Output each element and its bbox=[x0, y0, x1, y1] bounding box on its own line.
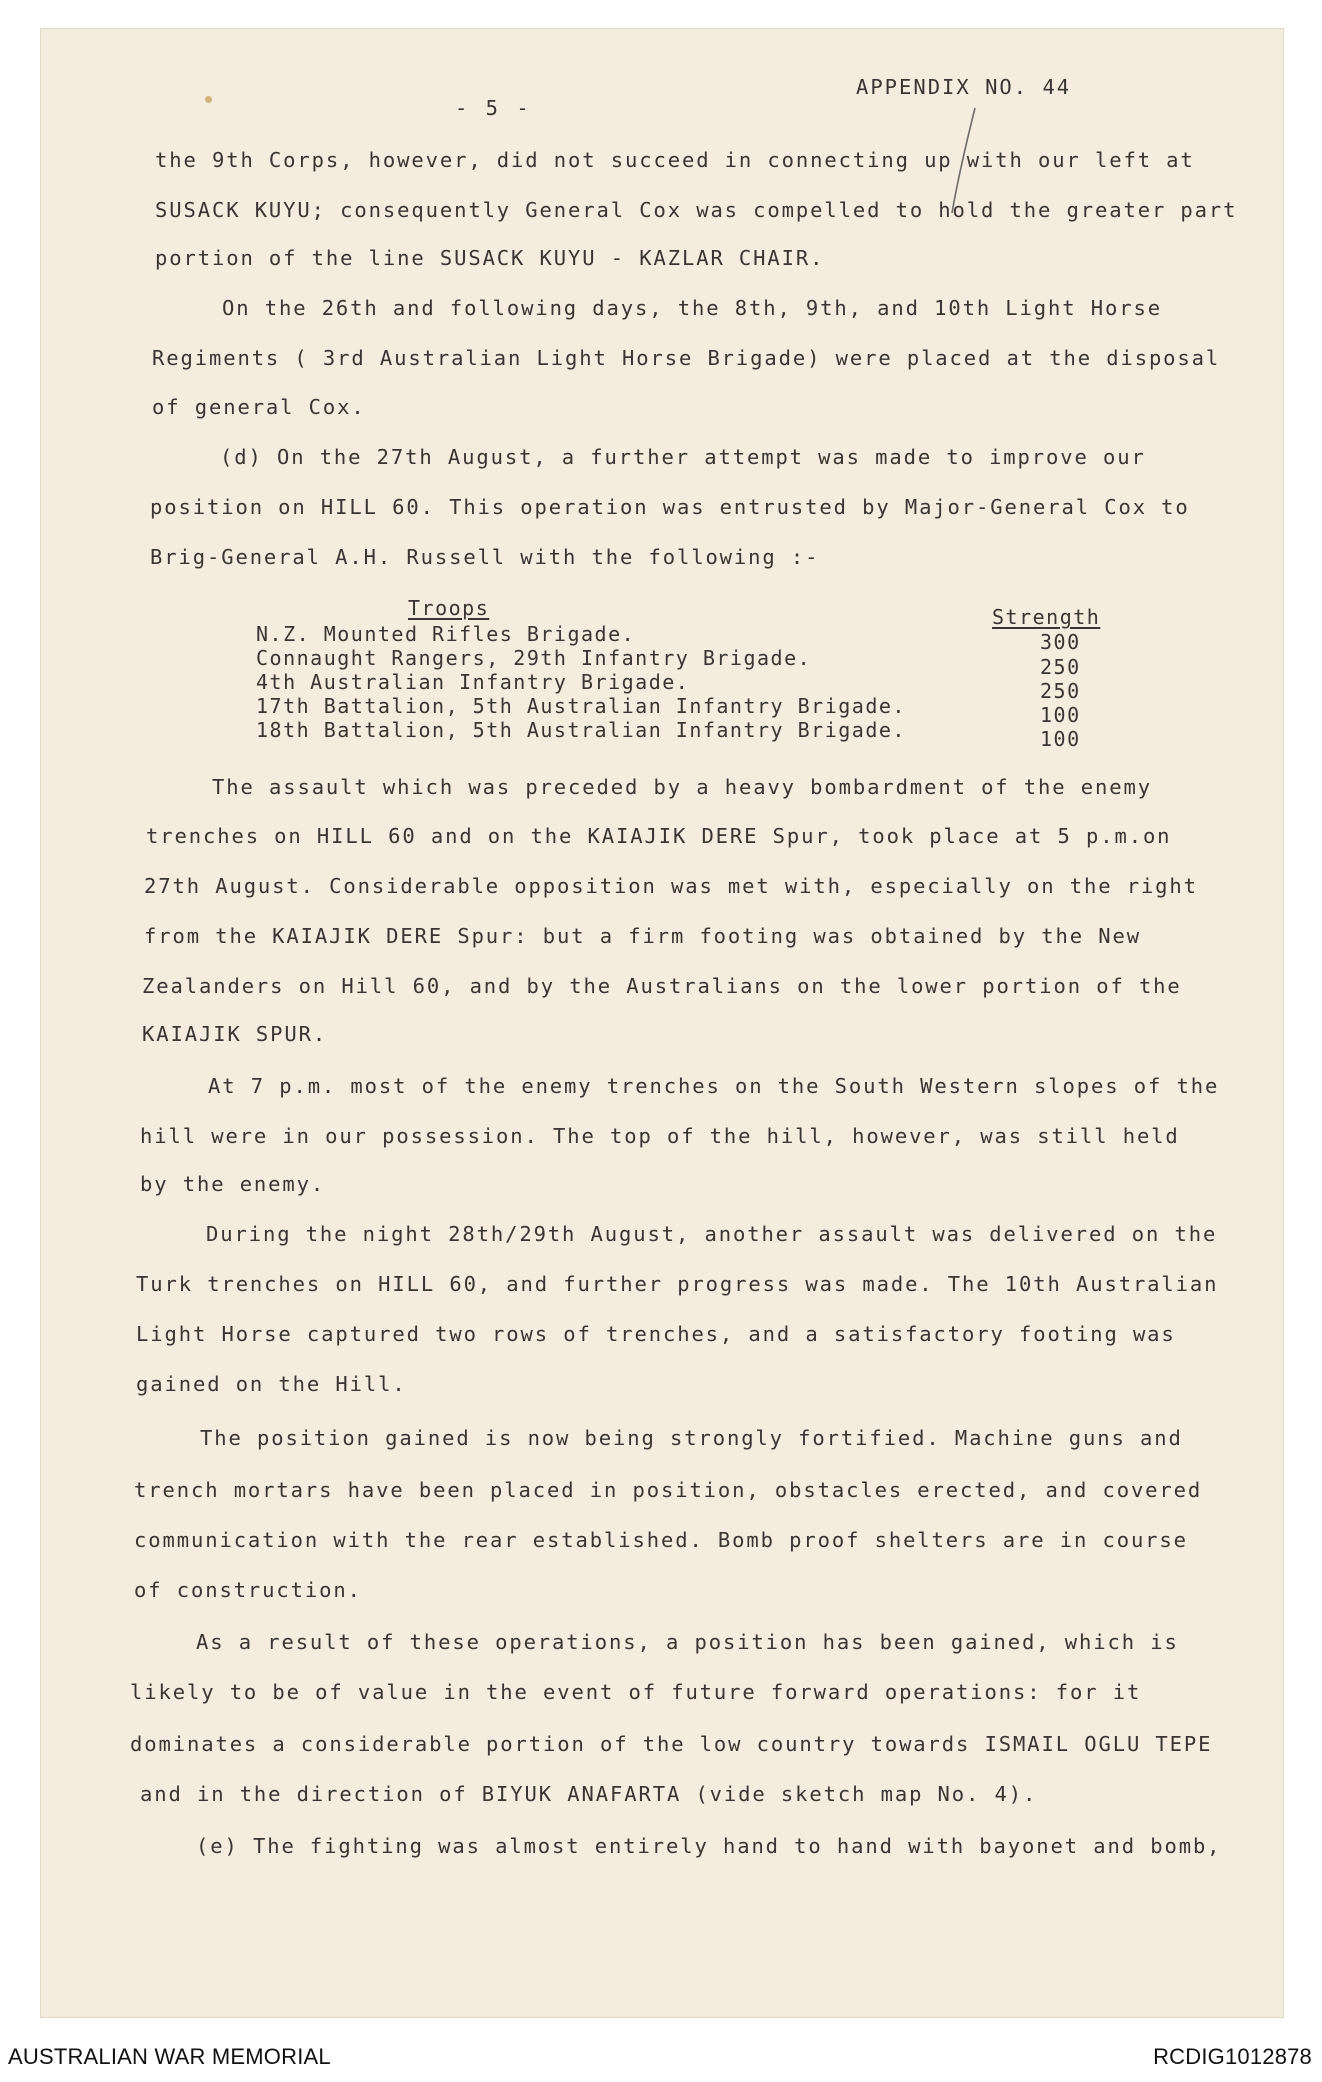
table-row-troops: 17th Battalion, 5th Australian Infantry Brigade. bbox=[256, 694, 906, 718]
table-row-troops: 18th Battalion, 5th Australian Infantry Brigade. bbox=[256, 718, 906, 742]
table-row-troops: N.Z. Mounted Rifles Brigade. bbox=[256, 622, 636, 646]
text-line: gained on the Hill. bbox=[136, 1372, 407, 1396]
text-line: dominates a considerable portion of the low country towards ISMAIL OGLU TEPE bbox=[130, 1732, 1213, 1756]
text-line: by the enemy. bbox=[140, 1172, 326, 1196]
table-row-troops: 4th Australian Infantry Brigade. bbox=[256, 670, 690, 694]
text-line: SUSACK KUYU; consequently General Cox was compelled to hold the greater part bbox=[155, 198, 1238, 222]
text-line: and in the direction of BIYUK ANAFARTA (vide sketch map No. 4). bbox=[140, 1782, 1038, 1806]
text-line: communication with the rear established. Bomb proof shelters are in course bbox=[134, 1528, 1188, 1552]
text-line: Turk trenches on HILL 60, and further progress was made. The 10th Australian bbox=[136, 1272, 1219, 1296]
page-number: - 5 - bbox=[455, 96, 532, 120]
text-line: During the night 28th/29th August, another assault was delivered on the bbox=[206, 1222, 1218, 1246]
table-row-strength: 300 bbox=[1040, 630, 1081, 654]
text-line: position on HILL 60. This operation was entrusted by Major-General Cox to bbox=[150, 495, 1190, 519]
text-line: Light Horse captured two rows of trenches, and a satisfactory footing was bbox=[136, 1322, 1176, 1346]
text-line: likely to be of value in the event of future forward operations: for it bbox=[130, 1680, 1142, 1704]
text-line: The assault which was preceded by a heavy bombardment of the enemy bbox=[212, 775, 1152, 799]
table-row-strength: 100 bbox=[1040, 703, 1081, 727]
text-line: As a result of these operations, a position has been gained, which is bbox=[196, 1630, 1179, 1654]
text-line: The position gained is now being strongly fortified. Machine guns and bbox=[200, 1426, 1183, 1450]
text-line: On the 26th and following days, the 8th, 9th, and 10th Light Horse bbox=[222, 296, 1162, 320]
paper-stain bbox=[205, 96, 212, 103]
table-row-strength: 250 bbox=[1040, 679, 1081, 703]
text-line: portion of the line SUSACK KUYU - KAZLAR CHAIR. bbox=[155, 246, 825, 270]
text-line: the 9th Corps, however, did not succeed in connecting up with our left at bbox=[155, 148, 1195, 172]
text-line: trench mortars have been placed in position, obstacles erected, and covered bbox=[134, 1478, 1203, 1502]
text-line: hill were in our possession. The top of the hill, however, was still held bbox=[140, 1124, 1180, 1148]
text-line: trenches on HILL 60 and on the KAIAJIK DERE Spur, took place at 5 p.m.on bbox=[146, 824, 1172, 848]
footer-institution: AUSTRALIAN WAR MEMORIAL bbox=[8, 2044, 331, 2069]
table-row-strength: 100 bbox=[1040, 727, 1081, 751]
text-line: of construction. bbox=[134, 1578, 362, 1602]
text-line: Regiments ( 3rd Australian Light Horse Brigade) were placed at the disposal bbox=[152, 346, 1221, 370]
appendix-label: APPENDIX NO. 44 bbox=[856, 75, 1072, 99]
footer-record-id: RCDIG1012878 bbox=[1153, 2044, 1312, 2069]
text-line: KAIAJIK SPUR. bbox=[142, 1022, 328, 1046]
text-line: Brig-General A.H. Russell with the following :- bbox=[150, 545, 820, 569]
text-line: 27th August. Considerable opposition was met with, especially on the right bbox=[144, 874, 1198, 898]
table-row-troops: Connaught Rangers, 29th Infantry Brigade. bbox=[256, 646, 812, 670]
strength-column-header: Strength bbox=[992, 605, 1101, 629]
text-line: from the KAIAJIK DERE Spur: but a firm footing was obtained by the New bbox=[144, 924, 1141, 948]
table-row-strength: 250 bbox=[1040, 655, 1081, 679]
text-line: (d) On the 27th August, a further attempt was made to improve our bbox=[220, 445, 1146, 469]
text-line: Zealanders on Hill 60, and by the Australians on the lower portion of the bbox=[142, 974, 1182, 998]
text-line: of general Cox. bbox=[152, 395, 366, 419]
text-line: At 7 p.m. most of the enemy trenches on the South Western slopes of the bbox=[208, 1074, 1220, 1098]
text-line: (e) The fighting was almost entirely hand to hand with bayonet and bomb, bbox=[196, 1834, 1222, 1858]
troops-column-header: Troops bbox=[408, 596, 490, 620]
